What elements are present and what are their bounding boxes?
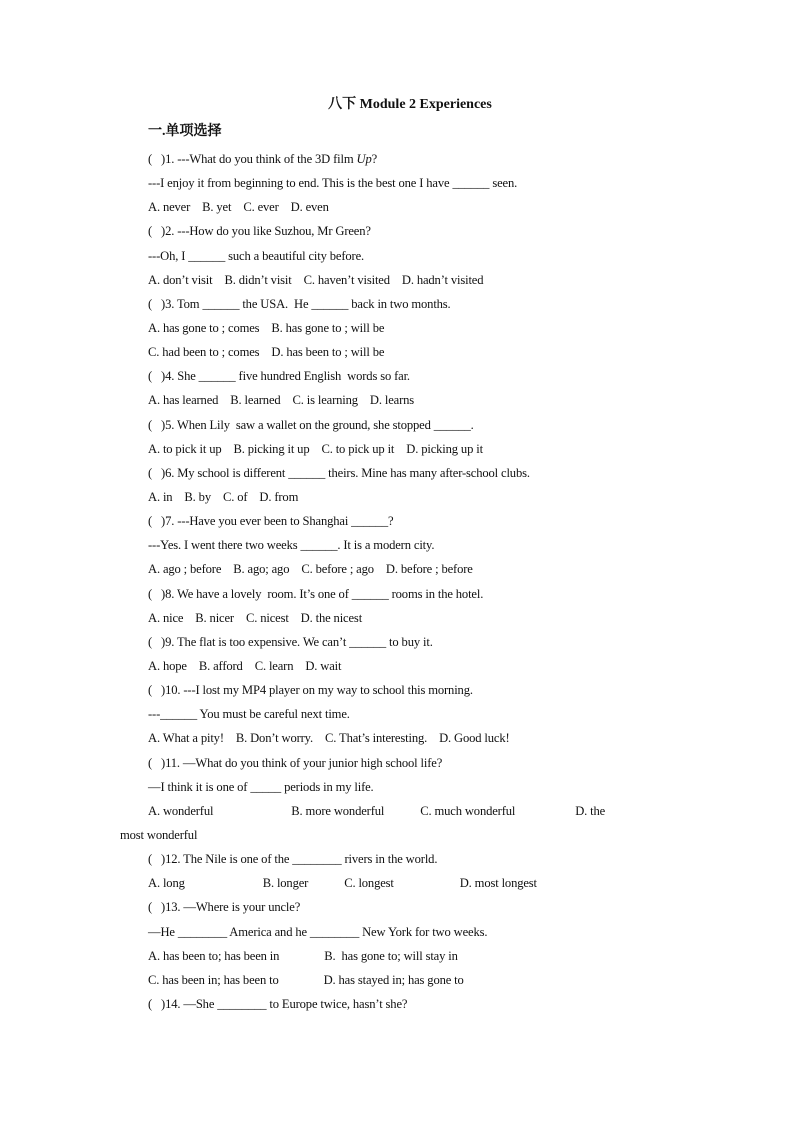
question-11: ( )11. —What do you think of your junior high school life? [148, 755, 443, 770]
question-4: ( )4. She ______ five hundred English words so far. [148, 369, 410, 384]
page-title: 八下 Module 2 Experiences [328, 97, 492, 112]
question-5: ( )5. When Lily saw a wallet on the ground, she stopped ______. [148, 417, 474, 432]
question-10-options: A. What a pity! B. Don’t worry. C. That’s interesting. D. Good luck! [148, 731, 510, 746]
question-2-options: A. don’t visit B. didn’t visit C. haven’t visited D. hadn’t visited [148, 272, 484, 287]
question-1: ( )1. ---What do you think of the 3D film Up? [148, 152, 378, 166]
question-5-options: A. to pick it up B. picking it up C. to pick up it D. picking up it [148, 441, 483, 456]
question-12: ( )12. The Nile is one of the ________ rivers in the world. [148, 852, 438, 867]
question-12-options: A. long B. longer C. longest D. most longest [148, 876, 537, 891]
question-10: ( )10. ---I lost my MP4 player on my way to school this morning. [148, 683, 473, 698]
question-11-response: —I think it is one of _____ periods in my life. [148, 779, 374, 794]
question-4-options: A. has learned B. learned C. is learning D. learns [148, 393, 415, 408]
question-13-options-ab: A. has been to; has been in B. has gone to; will stay in [148, 948, 458, 963]
question-9-options: A. hope B. afford C. learn D. wait [148, 658, 342, 673]
question-9: ( )9. The flat is too expensive. We can’t ______ to buy it. [148, 634, 433, 649]
question-14: ( )14. —She ________ to Europe twice, hasn’t she? [148, 996, 408, 1011]
question-13-options-cd: C. has been in; has been to D. has stayed in; has gone to [148, 972, 464, 987]
question-10-response: ---______ You must be careful next time. [148, 707, 350, 722]
question-8-options: A. nice B. nicer C. nicest D. the nicest [148, 610, 363, 625]
question-3-options-ab: A. has gone to ; comes B. has gone to ; will be [148, 320, 385, 335]
question-1-response: ---I enjoy it from beginning to end. This is the best one I have ______ seen. [148, 176, 518, 191]
film-title-text: Up [356, 152, 372, 166]
question-8: ( )8. We have a lovely room. It’s one of ______ rooms in the hotel. [148, 586, 484, 601]
question-7-options: A. ago ; before B. ago; ago C. before ; ago D. before ; before [148, 562, 473, 577]
question-3-options-cd: C. had been to ; comes D. has been to ; will be [148, 345, 385, 360]
question-2-response: ---Oh, I ______ such a beautiful city before. [148, 248, 365, 263]
section-heading: 一.单项选择 [148, 124, 222, 139]
question-6: ( )6. My school is different ______ theirs. Mine has many after-school clubs. [148, 465, 530, 480]
question-7-response: ---Yes. I went there two weeks ______. It is a modern city. [148, 538, 435, 553]
question-11-options-wrap: most wonderful [120, 827, 198, 842]
question-13-response: —He ________ America and he ________ New York for two weeks. [148, 924, 488, 939]
question-7: ( )7. ---Have you ever been to Shanghai ______? [148, 514, 394, 529]
question-1-options: A. never B. yet C. ever D. even [148, 200, 329, 215]
question-11-options: A. wonderful B. more wonderful C. much wonderful D. the [148, 803, 606, 818]
question-3: ( )3. Tom ______ the USA. He ______ back in two months. [148, 296, 451, 311]
question-13: ( )13. —Where is your uncle? [148, 900, 301, 915]
question-list [120, 150, 708, 1019]
question-6-options: A. in B. by C. of D. from [148, 489, 299, 504]
question-2: ( )2. ---How do you like Suzhou, Mr Green? [148, 224, 371, 239]
